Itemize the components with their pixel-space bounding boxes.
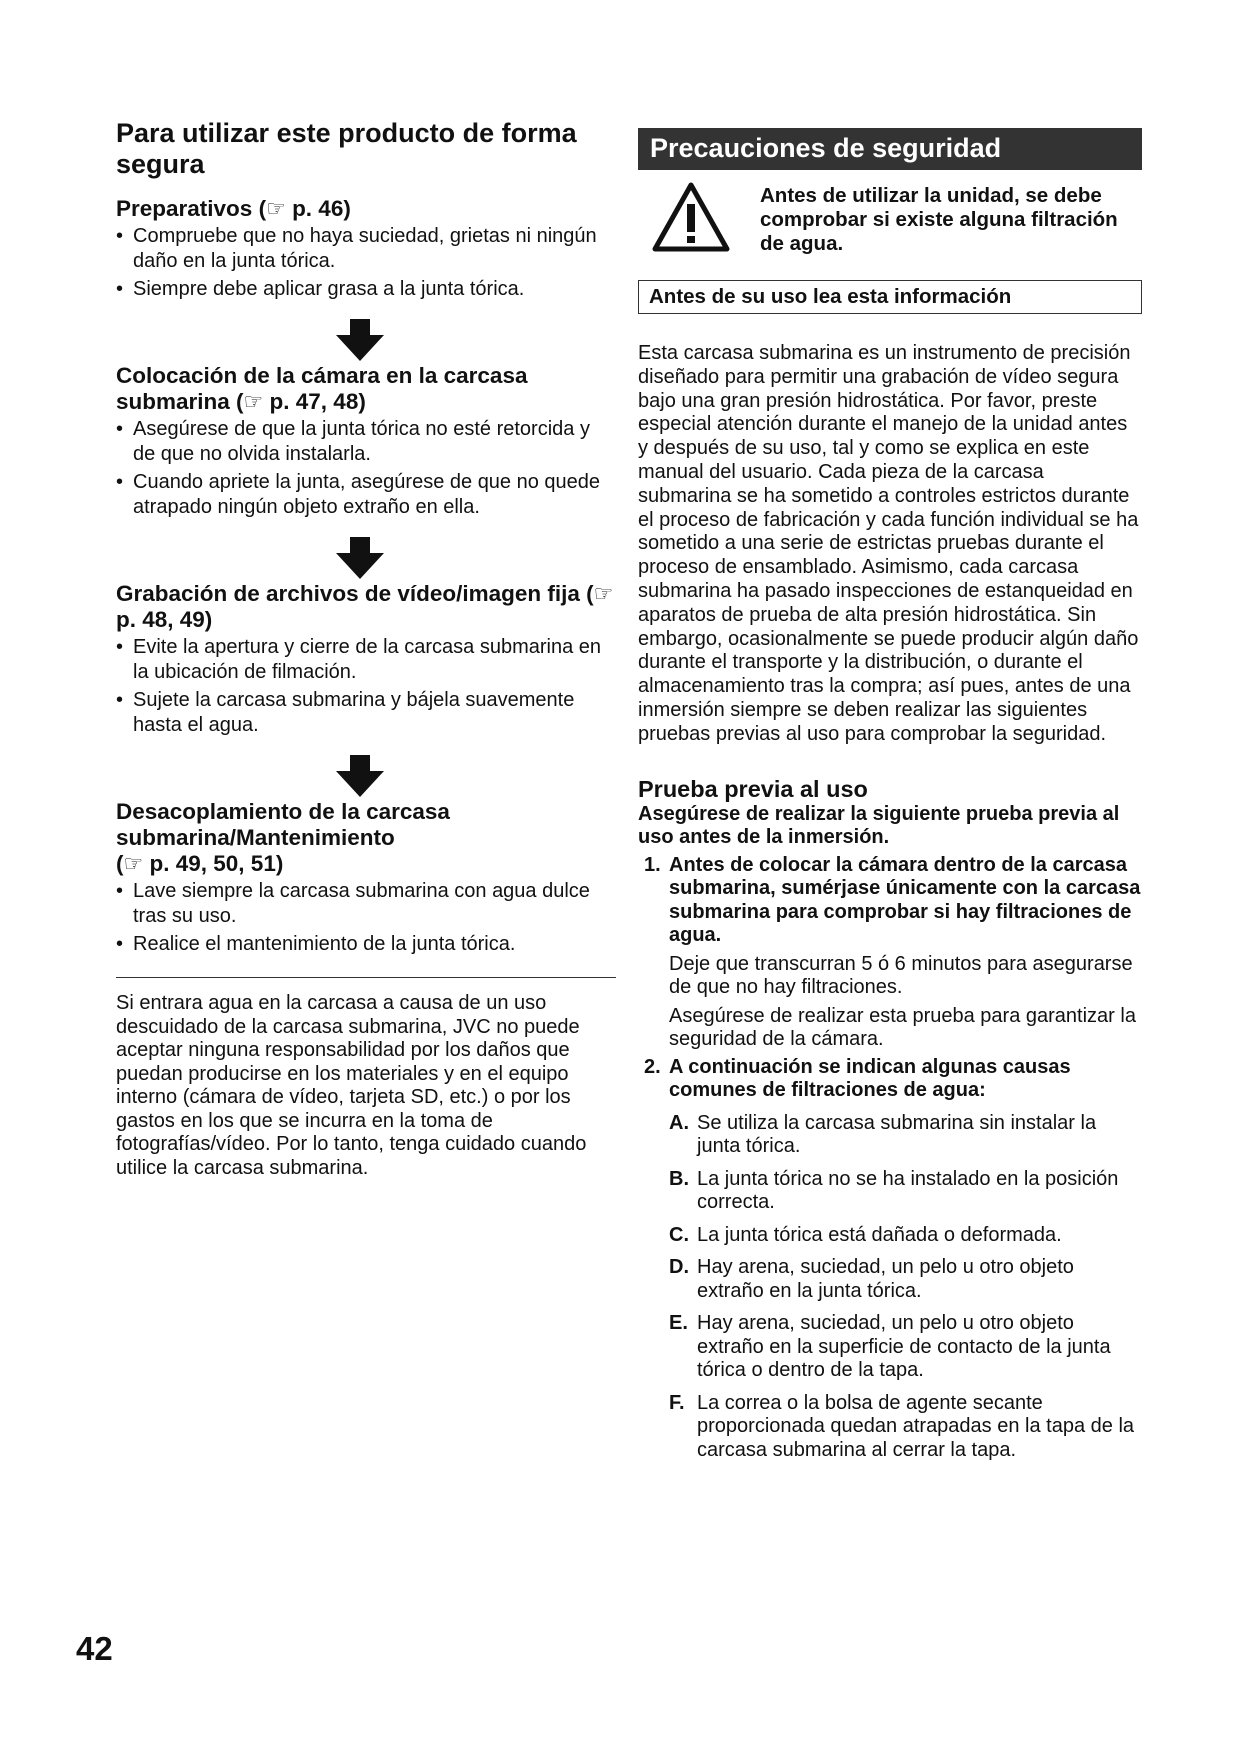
- item-text: Deje que transcurran 5 ó 6 minutos para asegurarse de que no hay filtraciones.: [669, 952, 1133, 999]
- section-title: Prueba previa al uso: [638, 775, 868, 802]
- list-item: • Evite la apertura y cierre de la carcasa submarina en la ubicación de filmación.: [116, 635, 616, 685]
- step-grabacion: [116, 581, 616, 738]
- step-preparativos: [116, 196, 616, 302]
- pointing-hand-icon: ☞: [123, 851, 144, 876]
- cause-item: B. La junta tórica no se ha instalado en la posición correcta.: [669, 1167, 1119, 1214]
- item-heading: A continuación se indican algunas causas comunes de filtraciones de agua:: [669, 1055, 1071, 1102]
- left-column: [116, 118, 616, 1180]
- pointing-hand-icon: ☞: [593, 581, 614, 606]
- warning-block: [638, 170, 1142, 280]
- list-item: • Siempre debe aplicar grasa a la junta tórica.: [116, 277, 616, 302]
- down-arrow-icon: [116, 741, 616, 799]
- main-title: Para utilizar este producto de forma segura: [116, 118, 577, 179]
- step-desacoplamiento: [116, 799, 616, 957]
- page-number: 42: [76, 1630, 113, 1667]
- numbered-item-2: 2. A continuación se indican algunas causas comunes de filtraciones de agua: A. Se utiliza la carcasa submarina sin instalar la junta tórica. B. La junta tórica no se ha instalado en la posición correcta. C. La junta tórica está dañada o deformada. D. Hay arena, suciedad, un pelo u otro objeto extraño en la junta tórica. E. Hay arena, suciedad, un pelo u otro objeto extraño en la superficie de contacto de la junta tórica o dentro de la tapa. F. La correa o la bolsa de agente secante proporcionada quedan atrapadas en la tapa de la carcasa submarina al cerrar la tapa.: [638, 1056, 1142, 1463]
- list-item: • Compruebe que no haya suciedad, grietas ni ningún daño en la junta tórica.: [116, 224, 616, 274]
- divider: [116, 977, 616, 978]
- list-item: • Cuando apriete la junta, asegúrese de que no quede atrapado ningún objeto extraño en ella.: [116, 470, 616, 520]
- step-title: Desacoplamiento de la carcasa submarina/Mantenimiento (☞ p. 49, 50, 51): [116, 799, 450, 876]
- info-box: Antes de su uso lea esta información: [638, 280, 1142, 314]
- section-banner: Precauciones de seguridad: [638, 128, 1142, 170]
- item-heading: Antes de colocar la cámara dentro de la carcasa submarina, sumérjase únicamente con la carcasa submarina para comprobar si hay filtraciones de agua.: [669, 853, 1141, 947]
- numbered-item-1: 1. Antes de colocar la cámara dentro de la carcasa submarina, sumérjase únicamente con la carcasa submarina para comprobar si hay filtraciones de agua. Deje que transcurran 5 ó 6 minutos para asegurarse de que no hay filtraciones. Asegúrese de realizar esta prueba para garantizar la seguridad de la cámara.: [644, 853, 1141, 1051]
- cause-item: D. Hay arena, suciedad, un pelo u otro objeto extraño en la junta tórica.: [669, 1256, 1074, 1302]
- down-arrow-icon: [116, 523, 616, 581]
- cause-item: C. La junta tórica está dañada o deformada.: [669, 1223, 1062, 1246]
- step-title: Preparativos (☞ p. 46): [116, 196, 351, 221]
- down-arrow-icon: [116, 305, 616, 363]
- disclaimer-paragraph: Si entrara agua en la carcasa a causa de un uso descuidado de la carcasa submarina, JVC no puede aceptar ninguna responsabilidad por los daños que puedan producirse en los materiales y en el equipo interno (cámara de vídeo, tarjeta SD, etc.) o por los gastos en los que se incurra en la toma de fotografías/vídeo. Por lo tanto, tenga cuidado cuando utilice la carcasa submarina.: [116, 992, 587, 1179]
- pointing-hand-icon: ☞: [266, 196, 286, 221]
- section-intro: Asegúrese de realizar la siguiente prueba previa al uso antes de la inmersión.: [638, 802, 1120, 849]
- list-item: • Sujete la carcasa submarina y bájela suavemente hasta el agua.: [116, 688, 616, 738]
- list-item: • Realice el mantenimiento de la junta tórica.: [116, 932, 616, 957]
- step-colocacion: [116, 363, 616, 520]
- pointing-hand-icon: ☞: [243, 389, 264, 414]
- item-text: Asegúrese de realizar esta prueba para garantizar la seguridad de la cámara.: [669, 1004, 1136, 1051]
- step-title: Grabación de archivos de vídeo/imagen fija (☞ p. 48, 49): [116, 581, 614, 632]
- cause-item: F. La correa o la bolsa de agente secante proporcionada quedan atrapadas en la tapa de la carcasa submarina al cerrar la tapa.: [669, 1391, 1135, 1461]
- body-paragraph: Esta carcasa submarina es un instrumento de precisión diseñado para permitir una grabación de vídeo segura bajo una gran presión hidrostática. Por favor, preste especial atención durante el manejo de la unidad antes y después de su uso, tal y como se explica en este manual del usuario. Cada pieza de la carcasa submarina se ha sometido a controles estrictos durante el proceso de fabricación y cada función individual se ha sometido a una serie de estrictas pruebas durante el proceso de ensamblado. Asimismo, cada carcasa submarina ha pasado inspecciones de estanqueidad en aparatos de prueba de alta presión hidrostática. Sin embargo, ocasionalmente se puede producir algún daño durante el transporte y la distribución, o durante el almacenamiento tras la compra; así pues, antes de una inmersión siempre se deben realizar las siguientes pruebas previas al uso para comprobar la seguridad.: [638, 342, 1139, 745]
- warning-text: Antes de utilizar la unidad, se debe comprobar si existe alguna filtración de agua.: [760, 184, 1118, 255]
- cause-item: E. Hay arena, suciedad, un pelo u otro objeto extraño en la superficie de contacto de la junta tórica o dentro de la tapa.: [669, 1312, 1111, 1382]
- step-title: Colocación de la cámara en la carcasa submarina (☞ p. 47, 48): [116, 363, 528, 414]
- list-item: • Asegúrese de que la junta tórica no esté retorcida y de que no olvida instalarla.: [116, 417, 616, 467]
- right-column: [638, 128, 1142, 1462]
- list-item: • Lave siempre la carcasa submarina con agua dulce tras su uso.: [116, 879, 616, 929]
- warning-triangle-icon: [652, 182, 730, 252]
- cause-item: A. Se utiliza la carcasa submarina sin instalar la junta tórica.: [669, 1111, 1097, 1158]
